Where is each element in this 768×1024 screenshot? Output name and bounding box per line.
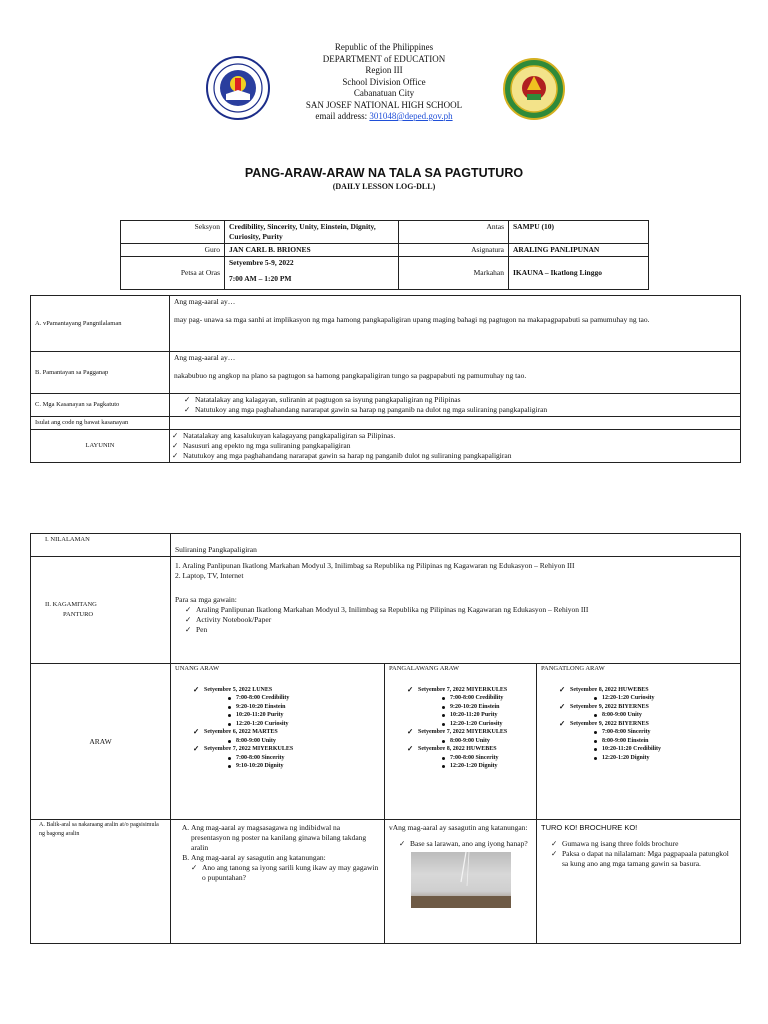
pamantayang-pangnilalaman-label: A. vPamantayang Pangnilalaman <box>31 296 170 352</box>
kagamitang-panturo-label <box>31 557 171 664</box>
schedule-date: ✓ Setyembre 6, 2022 MARTES 8:00-9:00 Unity <box>193 728 380 745</box>
schedule-slot: 7:00-8:00 Sincerity <box>228 754 380 763</box>
schedule-slot: 10:20-11:20 Purity <box>228 711 380 720</box>
schedule-slot: 12:20-1:20 Dignity <box>594 754 736 763</box>
intro-text: Ang mag-aaral ay… <box>174 353 236 362</box>
gawain-label: Para sa mga gawain: <box>175 595 237 604</box>
day1-activity <box>171 820 385 944</box>
header-line: Republic of the Philippines <box>334 42 434 52</box>
day1-schedule <box>171 664 385 820</box>
pamantayan-sa-pagganap-cell <box>170 352 741 394</box>
guro-label: Guro <box>121 244 225 257</box>
gawain-item: ✓ Pen <box>185 625 736 635</box>
kasanayan-item: ✓ Natutukoy ang mga paghahandang nararapat gawin sa harap ng panganib na dulot ng mga suliraning pangkapaligiran <box>184 405 736 415</box>
nilalaman-label: I. NILALAMAN <box>31 534 171 557</box>
schedule-slot: 12:20-1:20 Curiosity <box>442 720 532 729</box>
day3-schedule <box>537 664 741 820</box>
araw-label: ARAW <box>31 664 171 820</box>
guro-value: JAN CARL B. BRIONES <box>225 244 399 257</box>
header-line: DEPARTMENT of EDUCATION <box>322 53 446 64</box>
pamantayang-pangnilalaman-text: may pag- unawa sa mga sanhi at implikasyon ng mga hamong pangkapaligiran upang maging bahagi ng pagtugon na makapagpapabuti sa pamumuhay ng tao. <box>174 315 650 324</box>
kasanayan-item: ✓ Natatalakay ang kalagayan, suliranin at pagtugon sa isyung pangkapaligiran ng Pilipinas <box>184 395 736 405</box>
activity-title: TURO KO! BROCHURE KO! <box>541 823 638 832</box>
layunin-item: ✓ Nasusuri ang epekto ng mga suliraning pangkapaligiran <box>172 441 736 451</box>
header-line: Cabanatuan City <box>353 88 415 98</box>
petsa-label: Petsa at Oras <box>121 257 225 290</box>
seksyon-label: Seksyon <box>121 221 225 244</box>
schedule-slot: 10:20-11:20 Credibility <box>594 745 736 754</box>
schedule-date: ✓ Setyembre 8, 2022 HUWEBES 7:00-8:00 Sincerity 12:20-1:20 Dignity <box>407 745 532 771</box>
schedule-slot: 12:20-1:20 Curiosity <box>594 694 736 703</box>
header-line: Region III <box>365 65 403 75</box>
school-header <box>0 42 768 123</box>
schedule-slot: 7:00-8:00 Sincerity <box>594 728 736 737</box>
layunin-label: LAYUNIN <box>31 430 170 463</box>
schedule-date: ✓ Setyembre 9, 2022 BIYERNES 8:00-9:00 Unity <box>559 703 736 720</box>
schedule-slot: 9:20-10:20 Einstein <box>442 703 532 712</box>
markahan-label: Markahan <box>399 257 509 290</box>
layunin-cell <box>170 430 741 463</box>
seksyon-value: Credibility, Sincerity, Unity, Einstein, Dignity, Curiosity, Purity <box>225 221 399 244</box>
schedule-slot: 9:10-10:20 Dignity <box>228 762 380 771</box>
label-line: II. KAGAMITANG <box>45 601 97 608</box>
asignatura-value: ARALING PANLIPUNAN <box>509 244 649 257</box>
activity-question: ✓ Ano ang tanong sa iyong sarili kung ikaw ay may gagawin o pupuntahan? <box>191 863 380 883</box>
schedule-slot: 7:00-8:00 Sincerity <box>442 754 532 763</box>
info-table <box>120 220 649 290</box>
antas-value: SAMPU (10) <box>509 221 649 244</box>
asignatura-label: Asignatura <box>399 244 509 257</box>
schedule-date: ✓ Setyembre 7, 2022 MIYERKULES 7:00-8:00 Credibility 9:20-10:20 Einstein 10:20-11:20 Purity 12:20-1:20 Curiosity <box>407 686 532 729</box>
activity-item: ✓ Paksa o dapat na nilalaman: Mga pagpapaala patungkol sa kung ano ang mga tamang gawin sa basura. <box>551 849 736 869</box>
schedule-date: ✓ Setyembre 7, 2022 MIYERKULES 7:00-8:00 Sincerity 9:10-10:20 Dignity <box>193 745 380 771</box>
schedule-slot: 8:00-9:00 Unity <box>228 737 380 746</box>
day-heading: UNANG ARAW <box>175 665 220 672</box>
layunin-item: ✓ Natatalakay ang kasalukuyan kalagayang pangkapaligiran sa Pilipinas. <box>172 431 736 441</box>
schedule-slot: 8:00-9:00 Einstein <box>594 737 736 746</box>
pamantayang-pangnilalaman-cell <box>170 296 741 352</box>
header-line: School Division Office <box>342 76 426 87</box>
code-cell <box>170 417 741 430</box>
content-table <box>30 533 741 944</box>
schedule-date: ✓ Setyembre 5, 2022 LUNES 7:00-8:00 Credibility 9:20-10:20 Einstein 10:20-11:20 Purity 12:20-1:20 Curiosity <box>193 686 380 729</box>
code-label: Isulat ang code ng bawat kasanayan <box>31 417 170 430</box>
schedule-date: ✓ Setyembre 7, 2022 MIYERKULES 8:00-9:00 Unity <box>407 728 532 745</box>
pamantayan-sa-pagganap-text: nakabubuo ng angkop na plano sa pagtugon sa hamong pangkapaligiran tungo sa pagpapabuti ng pamumuhay ng tao. <box>174 371 527 380</box>
antas-label: Antas <box>399 221 509 244</box>
day2-activity <box>385 820 537 944</box>
day3-activity <box>537 820 741 944</box>
petsa-date: Setyembre 5-9, 2022 <box>229 258 294 267</box>
header-line: SAN JOSEF NATIONAL HIGH SCHOOL <box>305 99 463 110</box>
label-line: PANTURO <box>63 611 94 618</box>
petsa-time: 7:00 AM – 1:20 PM <box>229 274 292 283</box>
schedule-date: ✓ Setyembre 8, 2022 HUWEBES 12:20-1:20 Curiosity <box>559 686 736 703</box>
email-line: email address: 301048@deped.gov.ph <box>315 111 453 121</box>
schedule-slot: 7:00-8:00 Credibility <box>228 694 380 703</box>
schedule-date: ✓ Setyembre 9, 2022 BIYERNES 7:00-8:00 Sincerity 8:00-9:00 Einstein 10:20-11:20 Credibility 12:20-1:20 Dignity <box>559 720 736 763</box>
activity-intro: vAng mag-aaral ay sasagutin ang katanungan: <box>389 823 528 832</box>
day-heading: PANGALAWANG ARAW <box>389 665 460 672</box>
day-heading: PANGATLONG ARAW <box>541 665 605 672</box>
schedule-slot: 8:00-9:00 Unity <box>442 737 532 746</box>
page-title: PANG-ARAW-ARAW NA TALA SA PAGTUTURO <box>244 166 524 180</box>
petsa-value <box>225 257 399 290</box>
activity-photo <box>411 852 511 908</box>
reference-2: 2. Laptop, TV, Internet <box>175 571 244 580</box>
kasanayan-label: C. Mga Kasanayan sa Pagkatuto <box>31 394 170 417</box>
schedule-slot: 7:00-8:00 Credibility <box>442 694 532 703</box>
activity-item: B. Ang mag-aaral ay sasagutin ang katanungan: ✓ Ano ang tanong sa iyong sarili kung ikaw ay may gagawin o pupuntahan? <box>191 853 380 883</box>
gawain-item: ✓ Araling Panlipunan Ikatlong Markahan Modyul 3, Inilimbag sa Republika ng Pilipinas ng Kagawaran ng Edukasyon – Rehiyon III <box>185 605 736 615</box>
page-subtitle: (DAILY LESSON LOG-DLL) <box>332 182 436 191</box>
markahan-value: IKAUNA – Ikatlong Linggo <box>509 257 649 290</box>
activity-item: ✓ Gumawa ng isang three folds brochure <box>551 839 736 849</box>
activity-item: A. Ang mag-aaral ay magsasagawa ng indibidwal na presentasyon ng poster na kanilang ginawa bilang takdang aralin <box>191 823 380 853</box>
email-link[interactable]: 301048@deped.gov.ph <box>369 111 453 121</box>
objectives-table <box>30 295 741 463</box>
schedule-slot: 12:20-1:20 Dignity <box>442 762 532 771</box>
nilalaman-value: Suliraning Pangkapaligiran <box>171 534 741 557</box>
schedule-slot: 9:20-10:20 Einstein <box>228 703 380 712</box>
reference-1: 1. Araling Panlipunan Ikatlong Markahan Modyul 3, Inilimbag sa Republika ng Pilipinas ng Kagawaran ng Edukasyon – Rehiyon III <box>175 561 575 570</box>
day2-schedule <box>385 664 537 820</box>
layunin-item: ✓ Natutukoy ang mga paghahandang nararapat gawin sa harap ng panganib dulot ng suliraning pangkapaligiran <box>172 451 736 461</box>
balik-aral-label: A. Balik-aral sa nakaraang aralin at/o pagsisimula ng bagong aralin <box>31 820 171 944</box>
schedule-slot: 10:20-11:20 Purity <box>442 711 532 720</box>
activity-question: ✓ Base sa larawan, ano ang iyong hanap? <box>399 839 532 849</box>
kagamitang-panturo-cell <box>171 557 741 664</box>
intro-text: Ang mag-aaral ay… <box>174 297 236 306</box>
kasanayan-cell <box>170 394 741 417</box>
pamantayan-sa-pagganap-label: B. Pamantayan sa Pagganap <box>31 352 170 394</box>
gawain-item: ✓ Activity Notebook/Paper <box>185 615 736 625</box>
schedule-slot: 8:00-9:00 Unity <box>594 711 736 720</box>
schedule-slot: 12:20-1:20 Curiosity <box>228 720 380 729</box>
